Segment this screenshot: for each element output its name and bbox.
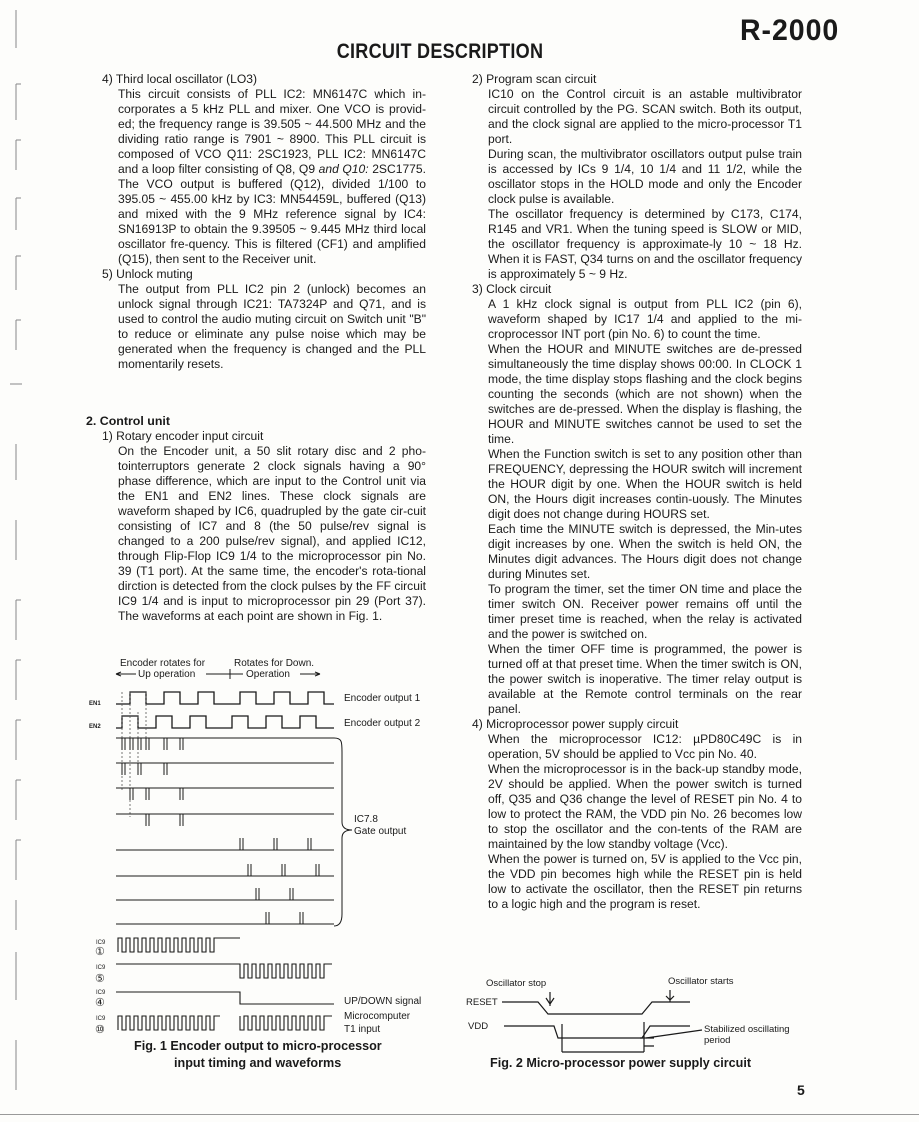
fig1-label-down: Rotates for Down.: [234, 658, 315, 669]
fig2-caption: Fig. 2 Micro-processor power supply circuit: [490, 1056, 752, 1070]
text-span: 2SC1775. The VCO output is buffered (Q12), divided 1/100 to 395.05 ~ 455.00 kHz by IC3: MN54459L, buffered (Q13) and mixed with the 9 MHz reference signal by IC4: SN16913P to obtain the 9.39505 ~ 9.445 MHz third local oscillator fre-quency. This is filtered (CF1) and amplified (Q15), then sent to the Receiver unit.: [118, 162, 426, 266]
fig1-pin4: ④: [95, 997, 105, 1009]
page-title: CIRCUIT DESCRIPTION: [336, 40, 544, 63]
fig1-caption-line2: input timing and waveforms: [174, 1056, 342, 1070]
fig1-caption-line1: Fig. 1 Encoder output to micro-processor: [134, 1039, 382, 1053]
fig1-ic9-d: IC9: [96, 1016, 106, 1022]
left-column-upper: [102, 72, 426, 372]
paragraph-scan-3: The oscillator frequency is determined by C173, C174, R145 and VR1. When the tuning speed is SLOW or MID, the oscillator frequency is approximate-ly 10 ~ 18 Hz. When it is FAST, Q34 turns on and the oscillator frequency is approximately 5 ~ 9 Hz.: [488, 207, 802, 281]
fig1-label-up: Encoder rotates for: [120, 658, 206, 669]
fig1-encoder-output-1: Encoder output 1: [344, 693, 421, 704]
fig1-waveform-diagram: [80, 652, 450, 1077]
fig2-osc-start: Oscillator starts: [668, 976, 734, 987]
fig1-gate-label-2: Gate output: [354, 826, 407, 837]
section-heading-clock: 3) Clock circuit: [472, 282, 552, 296]
section-heading-unlock: 5) Unlock muting: [102, 267, 193, 281]
subsection-heading-encoder: 1) Rotary encoder input circuit: [102, 429, 264, 443]
fig2-stab-2: period: [704, 1035, 731, 1046]
section-heading-control-unit: 2. Control unit: [86, 414, 170, 428]
fig1-ic9-a: IC9: [96, 940, 106, 946]
fig1-pin10: ⑩: [95, 1024, 105, 1036]
fig1-label-down2: Operation: [246, 669, 290, 680]
fig1-micro-label-2: T1 input: [344, 1024, 381, 1035]
fig1-updown-wave: [116, 992, 334, 1004]
fig1-en2-wave: [116, 716, 334, 728]
left-column-control: [86, 414, 426, 624]
fig1-updown-label: UP/DOWN signal: [344, 996, 422, 1007]
paragraph-unlock: The output from PLL IC2 pin 2 (unlock) becomes an unlock signal through IC21: TA7324P and Q71, and is used to control the audio muting circuit on Switch unit "B" to reduce or eliminate any pulse noise which may be generated when the frequency is changed and the PLL momentarily resets.: [118, 282, 426, 371]
paragraph-clock-3: When the Function switch is set to any position other than FREQUENCY, depressing the HOUR switch will increment the HOUR digit by one. When the HOUR switch is held ON, the Hours digit increases contin-uously. The Minutes digit does not change during HOURS set.: [488, 447, 802, 521]
fig2-vdd-label: VDD: [468, 1021, 489, 1032]
binder-edge-marks: [8, 0, 22, 1122]
fig1-ic9-pin5-wave: [116, 964, 332, 978]
paragraph-clock-6: When the timer OFF time is programmed, the power is turned off at that preset time. When the timer switch is ON, the power switch is inoperative. The timer relay output is available at the Remote control terminals on the rear panel.: [488, 642, 802, 716]
paragraph-lo3: [102, 87, 426, 267]
paragraph-scan-1: IC10 on the Control circuit is an astable multivibrator circuit controlled by the PG. SCAN switch. Both its output, and the clock signal are applied to the micro-processor T1 port.: [488, 87, 802, 146]
paragraph-power-2: When the microprocessor is in the back-up standby mode, 2V should be applied. When the power switch is turned off, Q35 and Q36 change the level of RESET pin No. 4 to low to protect the RAM, the VDD pin No. 26 becomes low to stop the oscillator and the con-tents of the RAM are maintained by the low standby voltage (Vcc).: [488, 762, 802, 851]
fig1-ic9-c: IC9: [96, 990, 106, 996]
paragraph-clock-5: To program the timer, set the timer ON time and place the timer switch ON. Receiver power remains off until the timer preset time is reached, when the relay is activated and the power is switched on.: [488, 582, 802, 641]
fig2-reset-label: RESET: [466, 997, 498, 1008]
fig1-micro-label-1: Microcomputer: [344, 1011, 411, 1022]
fig1-gate-waves: [116, 738, 352, 926]
fig1-ic9-b: IC9: [96, 965, 106, 971]
paragraph-clock-2: When the HOUR and MINUTE switches are de-pressed simultaneously the time display shows 00:00. In CLOCK 1 mode, the time display stops flashing and the clock begins counting the seconds (which are not shown) when the switches are de-pressed. When the display is flashing, the HOUR and MINUTE switches cannot be used to set the time.: [488, 342, 802, 446]
fig1-encoder-output-2: Encoder output 2: [344, 718, 421, 729]
fig1-pin5: ⑤: [95, 973, 105, 985]
page-bottom-rule: [0, 1114, 919, 1115]
fig2-osc-stop: Oscillator stop: [486, 978, 547, 989]
right-column: [472, 72, 802, 912]
text-span-italic: and Q10:: [318, 162, 369, 176]
fig1-ic9-pin1-wave: [118, 938, 240, 952]
paragraph-clock-4: Each time the MINUTE switch is depressed, the Min-utes digit increases by one. When the switch is held ON, the Minutes digit advances. The Hours digit does not change during Minutes set.: [488, 522, 802, 581]
fig2-reset-wave: [502, 1002, 690, 1014]
page-number: 5: [797, 1082, 805, 1098]
paragraph-clock-1: A 1 kHz clock signal is output from PLL IC2 (pin 6), waveform shaped by IC17 1/4 and applied to the mi-croprocessor INT port (pin No. 6) to count the time.: [488, 297, 802, 341]
fig2-stab-1: Stabilized oscillating: [704, 1024, 790, 1035]
model-number: R-2000: [740, 14, 840, 47]
fig1-en1-label: EN1: [89, 701, 101, 707]
fig1-en2-label: EN2: [89, 724, 101, 730]
paragraph-scan-2: During scan, the multivibrator oscillators output pulse train is accessed by ICs 9 1/4, 10 1/4 and 11 1/2, while the oscillator stops in the HOLD mode and only the Encoder clock pulse is available.: [488, 147, 802, 206]
paragraph-power-3: When the power is turned on, 5V is applied to the Vcc pin, the VDD pin becomes high while the RESET pin is held low to activate the oscillator, then the RESET pin returns to a logic high and the program is reset.: [488, 852, 802, 911]
section-heading-power-supply: 4) Microprocessor power supply circuit: [472, 717, 679, 731]
fig1-pin1: ①: [95, 946, 105, 958]
fig2-timing-diagram: [462, 972, 812, 1072]
text-span: This circuit consists of PLL IC2: MN6147C which in-corporates a 5 kHz PLL and mixer. One VCO is provid-ed; the frequency range is 39.505 ~ 44.500 MHz and the dividing ratio range is 7901 ~ 8900. This PLL circuit is composed of VCO Q11: 2SC1923, PLL IC2: MN6147C and a loop filter consisting of Q8, Q9: [118, 87, 426, 176]
paragraph-encoder: On the Encoder unit, a 50 slit rotary disc and 2 pho-tointerruptors generate 2 clock signals having a 90° phase difference, which are input to the Control unit via the EN1 and EN2 lines. These clock signals are waveform shaped by IC6, quadrupled by the gate cir-cuit consisting of IC7 and 8 (the 50 pulse/rev signal is changed to a 200 pulse/rev signal), and applied IC12, through Flip-Flop IC9 1/4 to the microprocessor pin No. 39 (T1 port). At the same time, the encoder's rota-tional dirction is detected from the clock pulses by the FF circuit IC9 1/4 and is input to microprocessor pin 29 (Port 37). The waveforms at each point are shown in Fig. 1.: [118, 444, 426, 623]
fig1-t1-input-wave: [118, 1016, 332, 1030]
section-heading-lo3: 4) Third local oscillator (LO3): [102, 72, 258, 86]
paragraph-power-1: When the microprocessor IC12: µPD80C49C is in operation, 5V should be applied to Vcc pin No. 40.: [488, 732, 802, 761]
fig1-en1-wave: [116, 692, 334, 704]
fig1-gate-label-1: IC7.8: [354, 814, 378, 825]
fig1-label-up2: Up operation: [138, 669, 196, 680]
section-heading-program-scan: 2) Program scan circuit: [472, 72, 597, 86]
